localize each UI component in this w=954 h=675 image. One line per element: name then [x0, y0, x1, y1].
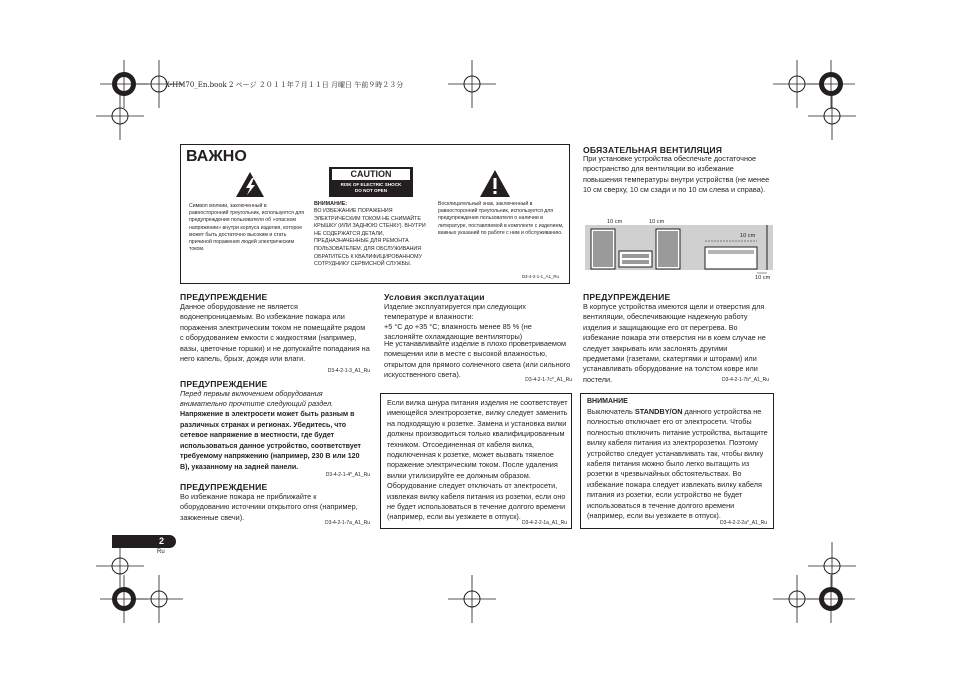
standby-on-switch-name: STANDBY/ON: [634, 407, 683, 416]
warn1-code: D3-4-2-1-3_A1_Ru: [327, 368, 370, 374]
crosshair-mark: [808, 92, 856, 140]
warn2-intro: Перед первым включением оборудования внимательно прочтите следующий раздел.: [180, 389, 334, 409]
conditions-code: D3-4-2-1-7c*_A1_Ru: [525, 377, 572, 383]
vent-label-mid: 10 cm: [649, 219, 665, 225]
conditions-title: Условия эксплуатации: [384, 292, 485, 302]
exclamation-icon: [479, 169, 511, 203]
lightning-symbol-text: Символ молнии, заключенный в равносторонний треугольник, используется для предупреждения пользователя об «опасном напряжении» внутри корпуса изделия, которое может быть достаточно высоким и стать причиной поражения людей электрическим током.: [189, 203, 305, 253]
attention-text-pre: Выключатель: [587, 407, 635, 416]
important-title: ВАЖНО: [186, 148, 247, 165]
exclamation-symbol-text: Восклицательный знак, заключенный в равносторонний треугольник, используется для предупреждения пользователя о наличии в литературе, поставляемой в комплекте с изделием, важных указаний по работе с ним и обслуживанию.: [438, 201, 564, 236]
warn2-title: ПРЕДУПРЕЖДЕНИЕ: [180, 379, 268, 389]
vent-label-left: 10 cm: [607, 219, 623, 225]
attention-text: [587, 407, 771, 521]
crosshair-mark: [448, 60, 496, 108]
ventilation-title: ОБЯЗАТЕЛЬНАЯ ВЕНТИЛЯЦИЯ: [583, 145, 723, 155]
conditions-text1: Изделие эксплуатируется при следующих температуре и влажности:: [384, 302, 526, 322]
warn3-code: D3-4-2-1-7a_A1_Ru: [324, 520, 370, 526]
warn2-code: D3-4-2-1-4*_A1_Ru: [325, 472, 370, 478]
conditions-text3: Не устанавливайте изделие в плохо проветриваемом помещении или в месте с высокой влажностью, открытом для прямого солнечного света (или сильного искусственного света).: [384, 339, 571, 380]
caution-heading: CAUTION: [332, 169, 410, 180]
ventilation-diagram: [585, 215, 775, 290]
warn4-text: В корпусе устройства имеются щели и отверстия для вентиляции, обеспечивающие надежную работу изделия и защищающие его от перегрева. Во избежание пожара эти отверстия ни в коем случае не следует закрывать или заслонять другими предметами (газетами, скатертями и шторами) или устанавливать оборудование на толстом ковре или постели.: [583, 302, 766, 384]
important-box: [180, 144, 570, 284]
attention-code: D3-4-2-2-2a*_A1_Ru: [720, 520, 767, 526]
important-code: D3-4-2-1-1_A1_Ru: [521, 274, 559, 279]
page-lang: Ru: [157, 549, 165, 555]
conditions-text2: +5 °C до +35 °C; влажность менее 85 % (не заслоняйте охлаждающие вентиляторы): [384, 322, 532, 342]
warn2-text: Напряжение в электросети может быть разным в различных странах и регионах. Убедитесь, что сетевое напряжение в местности, где будет использоваться данное устройство, соответствует требуемому напряжению (например, 230 В или 120 В), указанному на задней панели.: [180, 410, 362, 471]
crosshair-mark: [96, 92, 144, 140]
page-number: 2: [158, 536, 164, 546]
caution-label: [329, 167, 413, 197]
caution-sub1: RISK OF ELECTRIC SHOCK: [340, 182, 402, 187]
attention-box: [580, 393, 774, 529]
lightning-warning-icon: [235, 171, 265, 203]
warn3-title: ПРЕДУПРЕЖДЕНИЕ: [180, 482, 268, 492]
caution-sub2: DO NOT OPEN: [354, 188, 388, 193]
warn4-code: D3-4-2-1-7b*_A1_Ru: [722, 377, 769, 383]
warn1-title: ПРЕДУПРЕЖДЕНИЕ: [180, 292, 268, 302]
warn4-title: ПРЕДУПРЕЖДЕНИЕ: [583, 292, 671, 302]
crosshair-mark: [96, 542, 144, 590]
ventilation-text: При установке устройства обеспечьте достаточное пространство для вентиляции во избежание повышения температуры внутри устройства (не менее 10 см сверху, 10 см сзади и по 10 см слева и справа).: [583, 154, 770, 195]
warning-title: ВНИМАНИЕ:: [314, 201, 348, 207]
crosshair-mark: [448, 575, 496, 623]
plug-text: Если вилка шнура питания изделия не соответствует имеющейся электророзетке, вилку следует заменить на подходящую к розетке. Замена и установка вилки должны производиться только квалифицированным техником. Отсоединенная от кабеля вилка, подключенная к розетке, может вызвать тяжелое поражение электрическим током. После удаления вилки утилизируйте ее должным образом. Оборудование следует отключать от электросети, извлекая вилку кабеля питания из розетки, если оно не будет использоваться в течение долгого времени (например, если вы уезжаете в отпуск).: [387, 398, 568, 522]
vent-label-bottom: 10 cm: [755, 275, 771, 281]
vent-label-top: 10 cm: [740, 233, 756, 239]
page-number-tab: [112, 535, 176, 548]
warn3-text: Во избежание пожара не приближайте к оборудованию источники открытого огня (например, зажженные свечи).: [180, 492, 358, 522]
warning-text: ВО ИЗБЕЖАНИЕ ПОРАЖЕНИЯ ЭЛЕКТРИЧЕСКИМ ТОКОМ НЕ СНИМАЙТЕ КРЫШКУ (ИЛИ ЗАДНЮЮ СТЕНКУ). ВНУТРИ НЕ СОДЕРЖАТСЯ ДЕТАЛИ, ПРЕДНАЗНАЧЕННЫЕ ДЛЯ РЕМОНТА ПОЛЬЗОВАТЕЛЕМ. ДЛЯ ОБСЛУЖИВАНИЯ ОБРАТИТЕСЬ К КВАЛИФИЦИРОВАННОМУ СОТРУДНИКУ СЕРВИСНОЙ СЛУЖБЫ.: [314, 208, 426, 268]
warn1-text: Данное оборудование не является водонепроницаемым. Во избежание пожара или поражения электрическим током не помещайте рядом с оборудованием емкости с жидкостями (например, вазы, цветочные горшки) и не допускайте попадания на него капель, брызг, дождя или влаги.: [180, 302, 370, 364]
attention-title: ВНИМАНИЕ: [587, 398, 628, 405]
print-header: X-HM70_En.book 2 ページ ２０１１年７月１１日 月曜日 午前９時２３分: [165, 81, 404, 89]
attention-text-post: данного устройства не полностью отключает его от электросети. Чтобы полностью отключить питание устройства, вытащите вилку кабеля питания из электророзетки. Поэтому устройство следует устанавливать так, чтобы вилку кабеля питания можно было легко вытащить из розетки в чрезвычайных обстоятельствах. Во избежание пожара следует извлекать вилку кабеля питания из розетки, если устройство не будет использоваться в течение долгого времени (например, если вы уезжаете в отпуск).: [587, 407, 768, 521]
plug-code: D3-4-2-2-1a_A1_Ru: [521, 520, 567, 526]
plug-box: [380, 393, 572, 529]
crosshair-mark: [808, 542, 856, 590]
